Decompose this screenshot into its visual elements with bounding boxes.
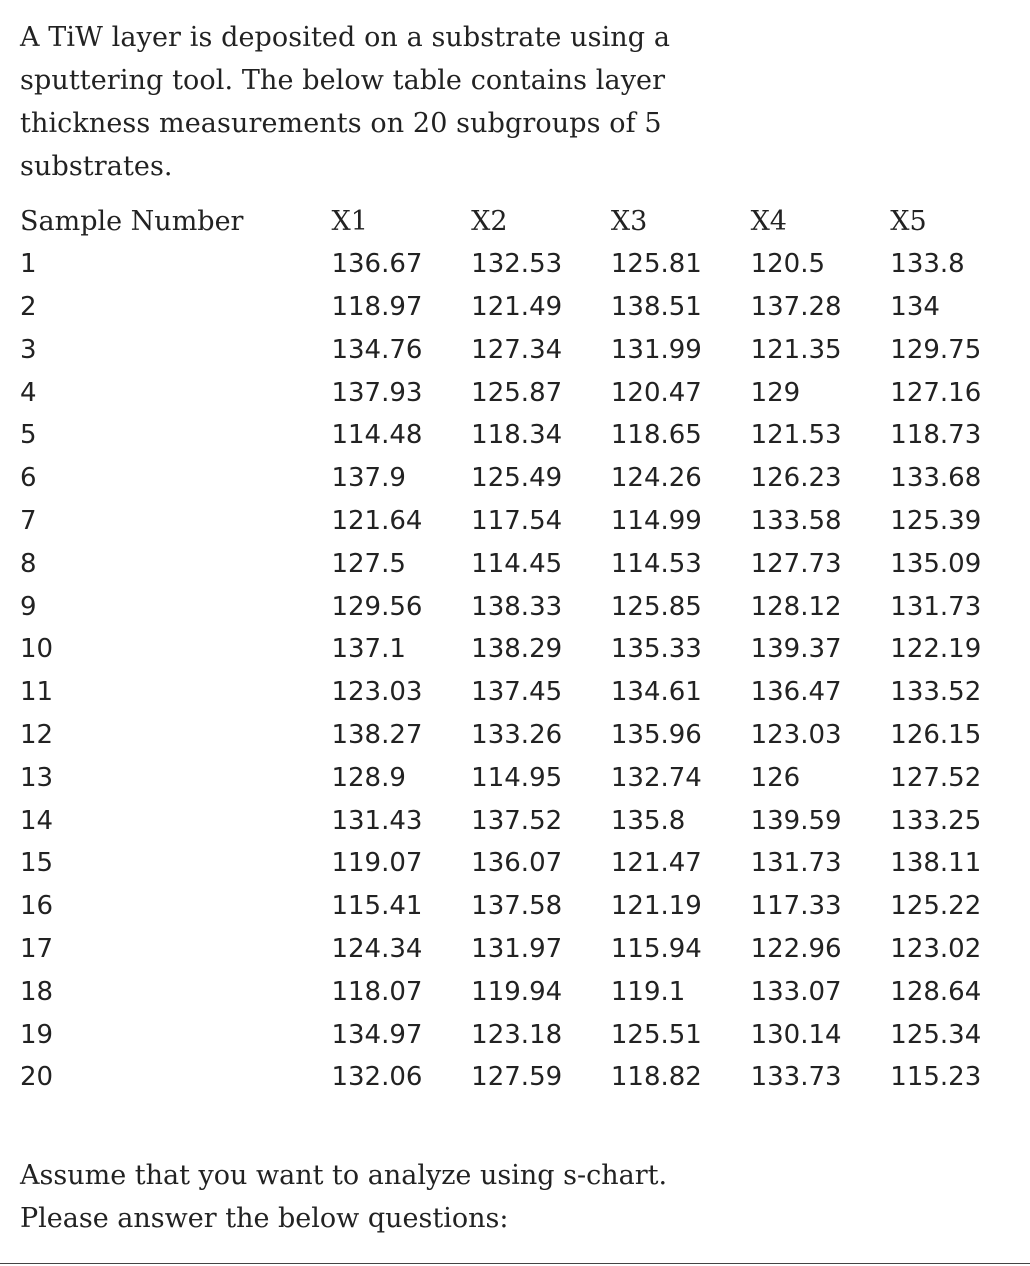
measurement-cell-x1: 137.93 <box>331 377 423 408</box>
header-x1: X1 <box>331 205 368 237</box>
measurement-cell-x4: 133.73 <box>750 1062 842 1093</box>
measurement-cell-x4: 126 <box>750 762 801 793</box>
measurement-cell-x2: 118.34 <box>471 420 563 451</box>
sample-number-cell: 8 <box>20 548 37 579</box>
table-row <box>20 885 1030 928</box>
table-row <box>20 457 1030 500</box>
measurement-cell-x5: 133.52 <box>890 677 982 708</box>
measurement-cell-x5: 133.25 <box>890 805 982 836</box>
sample-number-cell: 9 <box>20 591 37 622</box>
sample-number-cell: 20 <box>20 1062 54 1093</box>
measurement-cell-x3: 119.1 <box>610 976 686 1007</box>
measurement-cell-x4: 117.33 <box>750 891 842 922</box>
measurement-cell-x2: 123.18 <box>471 1019 563 1050</box>
measurement-cell-x5: 131.73 <box>890 591 982 622</box>
outro-line-1: Assume that you want to analyze using s-chart. <box>20 1160 668 1191</box>
measurement-cell-x4: 130.14 <box>750 1019 842 1050</box>
measurement-cell-x3: 138.51 <box>610 291 702 322</box>
measurement-cell-x3: 121.19 <box>610 891 702 922</box>
measurement-cell-x4: 139.37 <box>750 634 842 665</box>
measurement-cell-x1: 138.27 <box>331 719 423 750</box>
measurement-cell-x2: 121.49 <box>471 291 563 322</box>
measurement-cell-x4: 139.59 <box>750 805 842 836</box>
measurement-cell-x1: 137.9 <box>331 463 406 494</box>
measurement-cell-x1: 132.06 <box>331 1062 423 1093</box>
measurement-cell-x5: 125.22 <box>890 891 982 922</box>
table-row <box>20 756 1030 799</box>
measurement-cell-x3: 124.26 <box>610 463 702 494</box>
table-row <box>20 414 1030 457</box>
table-row <box>20 628 1030 671</box>
table-header-row <box>20 200 1030 243</box>
measurement-cell-x3: 121.47 <box>610 848 702 879</box>
table-row <box>20 243 1030 286</box>
measurement-cell-x4: 127.73 <box>750 548 842 579</box>
table-row <box>20 799 1030 842</box>
sample-number-cell: 13 <box>20 762 54 793</box>
measurement-cell-x4: 122.96 <box>750 933 842 964</box>
measurement-cell-x3: 115.94 <box>610 933 702 964</box>
measurement-cell-x1: 118.07 <box>331 976 423 1007</box>
measurement-cell-x4: 123.03 <box>750 719 842 750</box>
table-row <box>20 1056 1030 1099</box>
measurement-cell-x2: 131.97 <box>471 933 563 964</box>
sample-number-cell: 17 <box>20 933 54 964</box>
measurement-cell-x2: 119.94 <box>471 976 563 1007</box>
measurement-cell-x1: 137.1 <box>331 634 406 665</box>
measurement-cell-x2: 136.07 <box>471 848 563 879</box>
sample-number-cell: 4 <box>20 377 37 408</box>
measurement-cell-x2: 125.87 <box>471 377 563 408</box>
measurement-cell-x2: 114.45 <box>471 548 563 579</box>
sample-number-cell: 1 <box>20 249 37 280</box>
measurement-cell-x3: 135.96 <box>610 719 702 750</box>
measurement-cell-x1: 119.07 <box>331 848 423 879</box>
measurement-cell-x3: 120.47 <box>610 377 702 408</box>
measurement-cell-x1: 134.76 <box>331 334 423 365</box>
measurement-cell-x1: 131.43 <box>331 805 423 836</box>
measurement-cell-x4: 137.28 <box>750 291 842 322</box>
measurement-cell-x1: 123.03 <box>331 677 423 708</box>
measurement-cell-x2: 137.58 <box>471 891 563 922</box>
measurement-cell-x2: 137.45 <box>471 677 563 708</box>
measurement-cell-x3: 118.82 <box>610 1062 702 1093</box>
table-row <box>20 970 1030 1013</box>
measurement-cell-x4: 133.07 <box>750 976 842 1007</box>
measurement-cell-x1: 128.9 <box>331 762 406 793</box>
sample-number-cell: 5 <box>20 420 37 451</box>
measurement-cell-x4: 133.58 <box>750 505 842 536</box>
thickness-table <box>20 200 1030 1099</box>
measurement-cell-x5: 133.68 <box>890 463 982 494</box>
sample-number-cell: 10 <box>20 634 54 665</box>
header-x5: X5 <box>890 205 927 237</box>
measurement-cell-x3: 125.85 <box>610 591 702 622</box>
measurement-cell-x4: 131.73 <box>750 848 842 879</box>
measurement-cell-x4: 121.35 <box>750 334 842 365</box>
measurement-cell-x5: 118.73 <box>890 420 982 451</box>
measurement-cell-x2: 138.33 <box>471 591 563 622</box>
sample-number-cell: 6 <box>20 463 37 494</box>
measurement-cell-x5: 123.02 <box>890 933 982 964</box>
measurement-cell-x5: 125.39 <box>890 505 982 536</box>
sample-number-cell: 15 <box>20 848 54 879</box>
table-row <box>20 928 1030 971</box>
measurement-cell-x4: 136.47 <box>750 677 842 708</box>
measurement-cell-x3: 114.53 <box>610 548 702 579</box>
measurement-cell-x5: 134 <box>890 291 940 322</box>
measurement-cell-x5: 129.75 <box>890 334 982 365</box>
measurement-cell-x2: 137.52 <box>471 805 563 836</box>
measurement-cell-x2: 114.95 <box>471 762 563 793</box>
table-row <box>20 585 1030 628</box>
measurement-cell-x2: 127.59 <box>471 1062 563 1093</box>
measurement-cell-x4: 120.5 <box>750 249 826 280</box>
measurement-cell-x2: 125.49 <box>471 463 563 494</box>
measurement-cell-x3: 131.99 <box>610 334 702 365</box>
header-sample-number: Sample Number <box>20 205 244 237</box>
sample-number-cell: 12 <box>20 719 54 750</box>
table-row <box>20 286 1030 329</box>
measurement-cell-x2: 127.34 <box>471 334 563 365</box>
table-row <box>20 671 1030 714</box>
measurement-cell-x1: 114.48 <box>331 420 423 451</box>
measurement-cell-x2: 132.53 <box>471 249 563 280</box>
sample-number-cell: 7 <box>20 505 37 536</box>
measurement-cell-x3: 132.74 <box>610 762 702 793</box>
measurement-cell-x5: 133.8 <box>890 249 965 280</box>
measurement-cell-x4: 129 <box>750 377 801 408</box>
measurement-cell-x1: 127.5 <box>331 548 406 579</box>
measurement-cell-x2: 138.29 <box>471 634 563 665</box>
table-row <box>20 328 1030 371</box>
measurement-cell-x1: 134.97 <box>331 1019 423 1050</box>
outro-line-2: Please answer the below questions: <box>20 1203 509 1234</box>
table-row <box>20 500 1030 543</box>
sample-number-cell: 14 <box>20 805 54 836</box>
table-row <box>20 842 1030 885</box>
measurement-cell-x3: 135.33 <box>610 634 702 665</box>
measurement-cell-x3: 125.81 <box>610 249 702 280</box>
problem-intro: A TiW layer is deposited on a substrate using a sputtering tool. The below table contains layer thickness measurements on 20 subgroups of 5 substrates. <box>20 22 671 182</box>
measurement-cell-x5: 127.16 <box>890 377 982 408</box>
measurement-cell-x2: 117.54 <box>471 505 563 536</box>
measurement-cell-x5: 135.09 <box>890 548 982 579</box>
measurement-cell-x4: 126.23 <box>750 463 842 494</box>
measurement-cell-x1: 136.67 <box>331 249 423 280</box>
bottom-divider <box>0 1263 1030 1264</box>
measurement-cell-x1: 121.64 <box>331 505 423 536</box>
measurement-cell-x1: 129.56 <box>331 591 423 622</box>
measurement-cell-x3: 134.61 <box>610 677 702 708</box>
measurement-cell-x5: 126.15 <box>890 719 982 750</box>
measurement-cell-x1: 118.97 <box>331 291 423 322</box>
measurement-cell-x4: 121.53 <box>750 420 842 451</box>
measurement-cell-x3: 135.8 <box>610 805 686 836</box>
table-row <box>20 542 1030 585</box>
measurement-cell-x3: 114.99 <box>610 505 702 536</box>
measurement-cell-x5: 127.52 <box>890 762 982 793</box>
sample-number-cell: 16 <box>20 891 54 922</box>
measurement-cell-x2: 133.26 <box>471 719 563 750</box>
problem-outro <box>20 1154 667 1240</box>
sample-number-cell: 18 <box>20 976 54 1007</box>
measurement-cell-x5: 128.64 <box>890 976 982 1007</box>
measurement-cell-x1: 115.41 <box>331 891 423 922</box>
header-x2: X2 <box>471 205 508 237</box>
table-body <box>20 243 1030 1099</box>
measurement-cell-x3: 118.65 <box>610 420 702 451</box>
table-row <box>20 1013 1030 1056</box>
header-x3: X3 <box>610 205 648 237</box>
measurement-cell-x5: 125.34 <box>890 1019 982 1050</box>
measurement-cell-x4: 128.12 <box>750 591 842 622</box>
sample-number-cell: 2 <box>20 291 37 322</box>
sample-number-cell: 19 <box>20 1019 54 1050</box>
measurement-cell-x3: 125.51 <box>610 1019 702 1050</box>
sample-number-cell: 11 <box>20 677 54 708</box>
table-row <box>20 371 1030 414</box>
sample-number-cell: 3 <box>20 334 37 365</box>
measurement-cell-x5: 115.23 <box>890 1062 982 1093</box>
measurement-cell-x5: 122.19 <box>890 634 982 665</box>
table-row <box>20 714 1030 757</box>
measurement-cell-x1: 124.34 <box>331 933 423 964</box>
header-x4: X4 <box>750 205 787 237</box>
measurement-cell-x5: 138.11 <box>890 848 982 879</box>
